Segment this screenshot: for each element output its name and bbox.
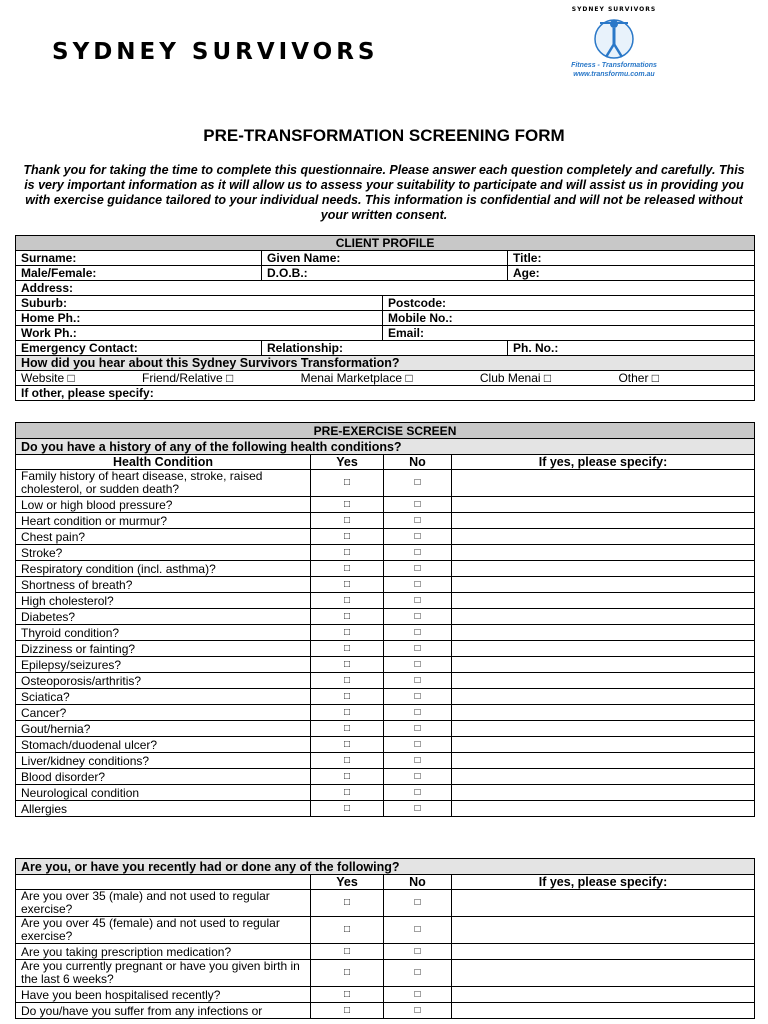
col-no: No (384, 875, 452, 890)
pre-exercise-heading: PRE-EXERCISE SCREEN (16, 423, 755, 439)
table-row (16, 609, 755, 625)
hear-options-row (16, 371, 755, 386)
logo-url: www.transformu.com.au (573, 71, 655, 78)
no-checkbox[interactable]: □ (384, 689, 452, 705)
row-label: Gout/hernia? (16, 721, 311, 737)
option-friend-relative[interactable]: Friend/Relative □ (142, 371, 234, 385)
specify-field[interactable] (452, 721, 755, 737)
no-checkbox[interactable]: □ (384, 545, 452, 561)
row-label: Low or high blood pressure? (16, 497, 311, 513)
table-row (16, 561, 755, 577)
health-question: Do you have a history of any of the following health conditions? (16, 439, 755, 455)
no-checkbox[interactable]: □ (384, 917, 452, 944)
gender-field[interactable]: Male/Female: (16, 266, 262, 281)
brand-wordmark: SYDNEY SURVIVORS (52, 39, 379, 65)
col-yes: Yes (311, 455, 384, 470)
row-label: Blood disorder? (16, 769, 311, 785)
yes-checkbox[interactable]: □ (311, 593, 384, 609)
no-checkbox[interactable]: □ (384, 1003, 452, 1019)
yes-checkbox[interactable]: □ (311, 801, 384, 817)
specify-field[interactable] (452, 705, 755, 721)
no-checkbox[interactable]: □ (384, 497, 452, 513)
email-field[interactable]: Email: (383, 326, 755, 341)
surname-field[interactable]: Surname: (16, 251, 262, 266)
no-checkbox[interactable]: □ (384, 577, 452, 593)
relationship-field[interactable]: Relationship: (262, 341, 508, 356)
specify-field[interactable] (452, 890, 755, 917)
specify-field[interactable] (452, 529, 755, 545)
row-label: Stroke? (16, 545, 311, 561)
no-checkbox[interactable]: □ (384, 737, 452, 753)
table-row (16, 769, 755, 785)
yes-checkbox[interactable]: □ (311, 689, 384, 705)
client-profile-heading: CLIENT PROFILE (16, 236, 755, 251)
table-row (16, 593, 755, 609)
given-name-field[interactable]: Given Name: (262, 251, 508, 266)
table-row (16, 737, 755, 753)
table-row (16, 721, 755, 737)
row-label: Are you over 35 (male) and not used to regular exercise? (16, 890, 311, 917)
table-row (16, 705, 755, 721)
row-label: Respiratory condition (incl. asthma)? (16, 561, 311, 577)
row-label: Heart condition or murmur? (16, 513, 311, 529)
row-label: Osteoporosis/arthritis? (16, 673, 311, 689)
row-label: Thyroid condition? (16, 625, 311, 641)
emergency-contact-field[interactable]: Emergency Contact: (16, 341, 262, 356)
specify-field[interactable] (452, 917, 755, 944)
table-row (16, 673, 755, 689)
row-label: Are you over 45 (female) and not used to regular exercise? (16, 917, 311, 944)
specify-field[interactable] (452, 609, 755, 625)
title-field[interactable]: Title: (508, 251, 755, 266)
pre-exercise-table (15, 422, 755, 817)
no-checkbox[interactable]: □ (384, 561, 452, 577)
row-label: Diabetes? (16, 609, 311, 625)
yes-checkbox[interactable]: □ (311, 673, 384, 689)
logo (562, 6, 666, 90)
no-checkbox[interactable]: □ (384, 513, 452, 529)
no-checkbox[interactable]: □ (384, 657, 452, 673)
yes-checkbox[interactable]: □ (311, 641, 384, 657)
table-row (16, 657, 755, 673)
no-checkbox[interactable]: □ (384, 721, 452, 737)
logo-name: SYDNEY SURVIVORS (571, 6, 657, 13)
yes-checkbox[interactable]: □ (311, 917, 384, 944)
row-label: High cholesterol? (16, 593, 311, 609)
address-field[interactable]: Address: (16, 281, 755, 296)
suburb-field[interactable]: Suburb: (16, 296, 383, 311)
specify-field[interactable] (452, 1003, 755, 1019)
table-row (16, 785, 755, 801)
specify-field[interactable] (452, 769, 755, 785)
table-row (16, 641, 755, 657)
table-row (16, 960, 755, 987)
yes-checkbox[interactable]: □ (311, 737, 384, 753)
specify-field[interactable] (452, 545, 755, 561)
option-other[interactable]: Other □ (618, 371, 660, 385)
specify-field[interactable] (452, 513, 755, 529)
no-checkbox[interactable]: □ (384, 609, 452, 625)
col-health-condition: Health Condition (16, 455, 311, 470)
table-row (16, 801, 755, 817)
recent-activities-table (15, 858, 755, 1019)
specify-field[interactable] (452, 577, 755, 593)
dob-field[interactable]: D.O.B.: (262, 266, 508, 281)
yes-checkbox[interactable]: □ (311, 785, 384, 801)
specify-field[interactable] (452, 737, 755, 753)
table-row (16, 917, 755, 944)
table-row (16, 545, 755, 561)
no-checkbox[interactable]: □ (384, 987, 452, 1003)
no-checkbox[interactable]: □ (384, 890, 452, 917)
other-specify-field[interactable]: If other, please specify: (16, 386, 755, 401)
specify-field[interactable] (452, 470, 755, 497)
row-label: Epilepsy/seizures? (16, 657, 311, 673)
yes-checkbox[interactable]: □ (311, 753, 384, 769)
row-label: Have you been hospitalised recently? (16, 987, 311, 1003)
row-label: Neurological condition (16, 785, 311, 801)
yes-checkbox[interactable]: □ (311, 545, 384, 561)
yes-checkbox[interactable]: □ (311, 625, 384, 641)
yes-checkbox[interactable]: □ (311, 890, 384, 917)
row-label: Dizziness or fainting? (16, 641, 311, 657)
form-intro: Thank you for taking the time to complete this questionnaire. Please answer each question completely and carefully. This is very important information as it will allow us to assess your suitability to participate and will assist us in providing you with exercise guidance tailored to your individual needs. This information is confidential and will not be released without your written consent. (23, 163, 745, 222)
specify-field[interactable] (452, 497, 755, 513)
no-checkbox[interactable]: □ (384, 960, 452, 987)
row-label: Cancer? (16, 705, 311, 721)
row-label: Do you/have you suffer from any infections or (16, 1003, 311, 1019)
row-label: Liver/kidney conditions? (16, 753, 311, 769)
emergency-phone-field[interactable]: Ph. No.: (508, 341, 755, 356)
specify-field[interactable] (452, 673, 755, 689)
table-row (16, 1003, 755, 1019)
row-label: Family history of heart disease, stroke, raised cholesterol, or sudden death? (16, 470, 311, 497)
specify-field[interactable] (452, 801, 755, 817)
no-checkbox[interactable]: □ (384, 801, 452, 817)
row-label: Sciatica? (16, 689, 311, 705)
yes-checkbox[interactable]: □ (311, 960, 384, 987)
option-club-menai[interactable]: Club Menai □ (479, 371, 552, 385)
mobile-field[interactable]: Mobile No.: (383, 311, 755, 326)
table-row (16, 890, 755, 917)
yes-checkbox[interactable]: □ (311, 561, 384, 577)
table-row (16, 497, 755, 513)
no-checkbox[interactable]: □ (384, 944, 452, 960)
row-label: Are you taking prescription medication? (16, 944, 311, 960)
specify-field[interactable] (452, 785, 755, 801)
table-row (16, 625, 755, 641)
no-checkbox[interactable]: □ (384, 593, 452, 609)
yes-checkbox[interactable]: □ (311, 609, 384, 625)
table-row (16, 987, 755, 1003)
yes-checkbox[interactable]: □ (311, 513, 384, 529)
row-label: Allergies (16, 801, 311, 817)
col-specify: If yes, please specify: (452, 875, 755, 890)
col-yes: Yes (311, 875, 384, 890)
row-label: Stomach/duodenal ulcer? (16, 737, 311, 753)
logo-figure-icon (592, 13, 636, 61)
no-checkbox[interactable]: □ (384, 673, 452, 689)
no-checkbox[interactable]: □ (384, 785, 452, 801)
age-field[interactable]: Age: (508, 266, 755, 281)
specify-field[interactable] (452, 944, 755, 960)
specify-field[interactable] (452, 561, 755, 577)
yes-checkbox[interactable]: □ (311, 705, 384, 721)
logo-tagline: Fitness - Transformations (571, 62, 657, 69)
specify-field[interactable] (452, 641, 755, 657)
specify-field[interactable] (452, 987, 755, 1003)
yes-checkbox[interactable]: □ (311, 529, 384, 545)
row-label: Shortness of breath? (16, 577, 311, 593)
hear-question: How did you hear about this Sydney Survivors Transformation? (16, 356, 755, 371)
specify-field[interactable] (452, 657, 755, 673)
yes-checkbox[interactable]: □ (311, 657, 384, 673)
yes-checkbox[interactable]: □ (311, 577, 384, 593)
option-menai-marketplace[interactable]: Menai Marketplace □ (300, 371, 413, 385)
specify-field[interactable] (452, 753, 755, 769)
yes-checkbox[interactable]: □ (311, 769, 384, 785)
no-checkbox[interactable]: □ (384, 641, 452, 657)
yes-checkbox[interactable]: □ (311, 987, 384, 1003)
col-blank (16, 875, 311, 890)
table-row (16, 753, 755, 769)
no-checkbox[interactable]: □ (384, 529, 452, 545)
specify-field[interactable] (452, 960, 755, 987)
no-checkbox[interactable]: □ (384, 769, 452, 785)
yes-checkbox[interactable]: □ (311, 721, 384, 737)
recent-question: Are you, or have you recently had or done any of the following? (16, 859, 755, 875)
work-phone-field[interactable]: Work Ph.: (16, 326, 383, 341)
yes-checkbox[interactable]: □ (311, 944, 384, 960)
option-website[interactable]: Website □ (21, 371, 75, 385)
yes-checkbox[interactable]: □ (311, 497, 384, 513)
no-checkbox[interactable]: □ (384, 470, 452, 497)
yes-checkbox[interactable]: □ (311, 1003, 384, 1019)
table-row (16, 513, 755, 529)
client-profile-table (15, 235, 755, 401)
table-row (16, 470, 755, 497)
table-row (16, 529, 755, 545)
row-label: Are you currently pregnant or have you given birth in the last 6 weeks? (16, 960, 311, 987)
no-checkbox[interactable]: □ (384, 625, 452, 641)
specify-field[interactable] (452, 625, 755, 641)
no-checkbox[interactable]: □ (384, 705, 452, 721)
postcode-field[interactable]: Postcode: (383, 296, 755, 311)
table-row (16, 577, 755, 593)
no-checkbox[interactable]: □ (384, 753, 452, 769)
row-label: Chest pain? (16, 529, 311, 545)
specify-field[interactable] (452, 689, 755, 705)
specify-field[interactable] (452, 593, 755, 609)
yes-checkbox[interactable]: □ (311, 470, 384, 497)
table-row (16, 944, 755, 960)
form-title: PRE-TRANSFORMATION SCREENING FORM (203, 126, 565, 145)
col-specify: If yes, please specify: (452, 455, 755, 470)
col-no: No (384, 455, 452, 470)
table-row (16, 689, 755, 705)
home-phone-field[interactable]: Home Ph.: (16, 311, 383, 326)
